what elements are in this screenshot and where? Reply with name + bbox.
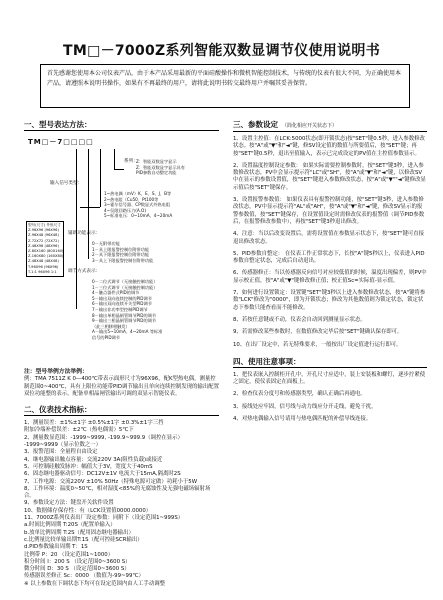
model-note	[24, 369, 219, 398]
note-title: 注：型号举例方法举例：	[24, 369, 88, 375]
ops-step-3: 3、设置报警参数值： 如果仪表具有报警控制功能，按"SET"键3秒，进入参数修改状态，PV中显示提示符"AL"或"AH"，按"A"或"▼"和"◄"键，修改SV显示的报警参数值，按"SET"键保存，在设置值设定时需修改仪表的报警值（调节PID参数后，在报警修改参数中），再按"SET"键3秒退出修改。	[233, 197, 425, 225]
model-diagram	[24, 135, 219, 367]
series-line	[114, 149, 115, 169]
notes-item-4: 4、对热电偶输入信号请用与热电偶匹配的补偿导线连接。	[233, 416, 372, 423]
notes-item-3: 3、接线处应牢固，信号线与动力线应分开走线，避免干扰。	[233, 403, 377, 410]
ctrl-line	[76, 149, 77, 309]
ops-step-6: 6、传感器修正：当以传感器反向信号对应较低值的时候，温度出现偏差，则PV中显示校正值，按"A"或"▼"键修改修正值；校正值Sc=实际值-显示值。	[233, 270, 427, 284]
input-line	[100, 149, 101, 207]
model-heading: 一、型号表达方法：	[24, 120, 219, 131]
size-table: 型号(尺寸) 外形尺寸 Z-96X96 (96X96) Z-96X48 (96X48) Z-72X72 (72X72) Z-48X96 (48X96) Z-80X160 (80X160) Z-160X80 (160X80) Z-48X48 (48X48) T-96X96 (96X96) T-1:1 96X96 1:1	[26, 221, 64, 277]
ops-step-7: 7、如何进行设置锁定：设置键"SET"键3秒以上进入参数修改状态，按"A"键将参数"LCK"修改为"0000"，即为开锁状态；修改为其他数值则为锁定状态，锁定状态下参数只能查看而不能修改。	[233, 290, 426, 311]
ops-heading-sub: （简化相应开关状态下）	[282, 123, 338, 129]
ops-step-1: 1、设置主控值：在LCK:5000状态(即开锁状态)按"SET"键0.5秒，进入参数修改状态。按"A"或"▼"和"◄"键，修SV设定值的数值与所要值后，按"SET"键；再按"SET"键0.5秒，退出至值输入，表示已完成设定的PV值在主控值参数显示。	[233, 136, 425, 157]
notes-item-2: 2、检查仪表分度号和传感器类型，确认正确后再通电。	[233, 391, 366, 398]
ops-step-4: 4、注意：当以后改变设置后，需将设置值在参数显示状态下，按"SET"键可直接退出修改状态。	[233, 231, 425, 245]
ops-step-5: 5、PID参数自整定： 在仪表工作正常状态下，长按"A"键5秒以上，仪表进入PID参数自整定状态，完成后自动退出。	[233, 250, 425, 265]
page-title: TM□－7000Z系列智能双数显调节仪使用说明书	[62, 43, 381, 59]
ops-step-2: 2、设置温度控制设定参数： 如果实际需要控制参数时。按"SET"键3秒，进入参数修改状态，PV中会显示提示符"LC"或"SH"，按"A"或"▼"和"◄"键，以修改SV中在显示的参数设置值，按"SET"键进入参数修改状态，按"A"或"▼""◄"键修改显示值后按"SET"键保存。	[233, 162, 426, 191]
aux-line	[88, 149, 89, 259]
aux-label: 辅助功能表示：	[68, 231, 101, 236]
input-items: 1~热电偶（mV）K、E、S、J、B等 2~热电阻（Cu50、Pt100等 3~霍尔信号器、CP数显式外热电阻 4~仅限回路压力(A.O) 5~标准电压：0~10mA、4~20mA	[104, 191, 173, 219]
series-hline	[114, 169, 124, 170]
ctrl-label: 调节方式表示：	[68, 269, 101, 274]
left-column	[24, 120, 219, 590]
input-label: 输入信号类型：	[50, 181, 83, 186]
notes-heading: 四、使用注意事项：	[233, 357, 427, 368]
aux-items: 0－无附带功能 1－具上限报警控制位附带功能 2－具下限报警控制位附带功能 3－具上下限报警控制位附带功能	[92, 241, 154, 263]
ops-heading-text: 三、参数设定	[233, 120, 278, 129]
model-code: TM□－7□□□□	[28, 138, 94, 146]
ops-step-9: 9、若需修改某些参数时，在数值修改完毕后按"SET"键确认保存即可。	[233, 329, 403, 336]
ops-step-8: 8、若按任意键或不动，仪表会自动回到测量显示状态。	[233, 316, 366, 323]
note-text: 例：TMA 7511Z K 0—400℃带表示面形尺寸为96X96，配K型热电偶，测量控制范围0~400℃，具有上限位功能带PID调节输出且单向连续控制发现的输出配置双位功能整的表示，配备单相晶闸管输出可调的双显示智能仪表。	[24, 376, 220, 397]
tech-heading: 二、仪表技术指标：	[24, 405, 219, 416]
tech-footnote: ※ 以上参数在下调状态下均可在设定范围内由人工手动调整	[24, 580, 165, 587]
series-label: 系列：	[124, 159, 138, 164]
ops-heading	[233, 120, 427, 132]
notes-item-1: 1、把仪表嵌入控制柜开孔中，开孔尺寸应适中，装上安装板和螺钉，逐步拧紧使之固定，使仪表固定在面板上。	[233, 371, 426, 386]
ctrl-items: 0－二位式调节（无接触控制功能） 1－三位式调节（无接触控制功能） 4－触点器件式PID的调节 5－输出双向连续控制的PID调节 6－输出双向连续开关型PID调节 7－输出非功率型控制PID调节 8－输出单相晶闸管调节PID的调节 9－输出三相晶闸管调节PID的调节 （此三相移相触发） A－输出5~10mA、4~20mA 等标准 信号的PID调节	[92, 279, 163, 340]
ops-step-10: 10、在出厂设定中，若无特殊要求，一般按出厂设定值进行运行即可。	[233, 341, 402, 348]
tech-list: 1、测量误差：±1%±1字 ±0.5%±1字 ±0.3%±1字三挡 附加冷端补偿误差：±2℃（热电偶需）5℃下 2、测量数显范围：-1999~9999, -199.9~999.9（调控在显示） -1999~9999（显示位数之一） 3、报警范围：全量程自由设定 4、继电器输出触点容量：交流220V 3A(阻性负载)或接近 5、可控制硅触发脉冲：幅值大于3V，宽度大于40mS 6、固态继电器驱动信号：DC12V±1V 电流大于15mA,隔离时2S 7、工作电源：交流220V ±10% 50Hz（特殊电源可定做）功耗小于5W 8、工作环境：温度0~50℃，相对湿度<85%的无腐蚀性及无强电磁场辐射场合。 9、参数设定方法：键盘开关软件设置 10、数据储存保存性：有（LCK设置值0000.0000） 11、7000Z系列仪表出厂设定参数：同附下（设定范围1~999S） a.时间比例周期 T:20S（配置单输入） b.放单比例周期 T:2S（配用固态继电器输出） c.比例量比较单输出期T:1S（配可控硅SCR输出） d.PID参数输出周期 T：1S 比例带 P：20 （设定范围1~1000） 积分时间 I：200 S （设定范围0~3600 S） 微分时间 D：30 S （设定范围0~3600 S） 传感器误差修正 Sc：0000 （数值为-99~99℃） ※ 以上参数在下调状态下均可在设定范围内由人工手动调整	[24, 420, 219, 588]
input-hline	[80, 207, 100, 208]
right-column	[233, 120, 427, 590]
series-items: Z：智能双数显字显示 Z：智能双数显字显示具有 PID参数自动整定功能	[136, 159, 185, 176]
intro-box: 首先感谢您使用本公司仪表产品，由于本产品采用最新的平面硅酸操作和微机智能控制技术，与传统的仪表有很大不同，为正确使用本产品，请遵照本说明书操作，如果有不再最终的用户，请将此说明书转交最终用户并嘱其妥善保管。	[40, 64, 410, 108]
